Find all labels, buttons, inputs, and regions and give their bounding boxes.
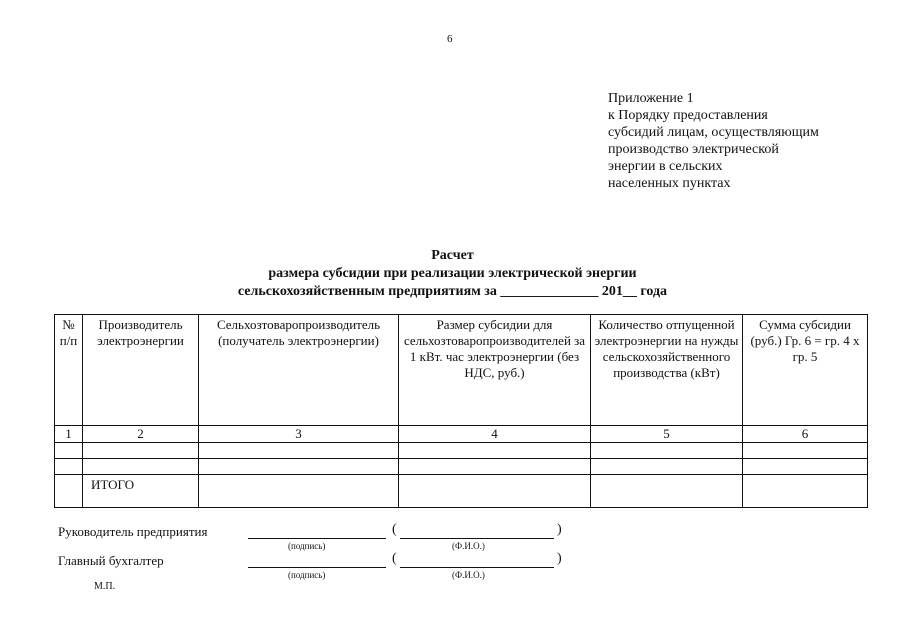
table-cell [743,459,868,475]
total-label: ИТОГО [83,475,199,508]
table-cell [199,475,399,508]
col-header-sum: Сумма субсидии (руб.) Гр. 6 = гр. 4 х гр. 5 [743,315,868,426]
name-line [400,524,554,539]
stamp-placeholder: М.П. [94,581,116,592]
column-number: 6 [743,426,868,443]
table-cell [55,475,83,508]
table-cell [399,443,591,459]
column-number-row [55,426,868,443]
caption-signature: (подпись) [288,541,326,551]
signature-line [248,524,386,539]
document-title [0,247,905,301]
table-row [55,443,868,459]
col-header-quantity: Количество отпущенной электроэнергии на нужды сельскохозяйственного производства (кВт) [591,315,743,426]
column-number: 3 [199,426,399,443]
paren-open: ( [392,551,397,566]
table-cell [199,443,399,459]
caption-name: (Ф.И.О.) [452,570,485,580]
paren-open: ( [392,522,397,537]
table-cell [55,459,83,475]
col-header-producer: Производитель электроэнергии [83,315,199,426]
table-cell [399,475,591,508]
page-number: 6 [447,33,453,45]
column-number: 1 [55,426,83,443]
name-line [400,553,554,568]
caption-name: (Ф.И.О.) [452,541,485,551]
column-number: 2 [83,426,199,443]
table-cell [743,443,868,459]
signature-label-director: Руководитель предприятия [58,524,208,539]
title-line: Расчет [431,248,474,263]
column-number: 5 [591,426,743,443]
signature-line [248,553,386,568]
title-line: размера субсидии при реализации электрической энергии [268,266,637,281]
table-cell [199,459,399,475]
appendix-line: производство электрической [608,142,779,157]
total-row [55,475,868,508]
table-cell [83,459,199,475]
signature-label-accountant: Главный бухгалтер [58,553,164,568]
col-header-recipient: Сельхозтоваропроизводитель (получатель электроэнергии) [199,315,399,426]
appendix-line: населенных пунктах [608,176,731,191]
table-cell [591,443,743,459]
column-number: 4 [399,426,591,443]
table-row [55,459,868,475]
col-header-rate: Размер субсидии для сельхозтоваропроизводителей за 1 кВт. час электроэнергии (без НДС, руб.) [399,315,591,426]
subsidy-table [54,314,868,508]
paren-close: ) [557,522,562,537]
table-cell [55,443,83,459]
appendix-line: Приложение 1 [608,91,694,106]
paren-close: ) [557,551,562,566]
table-cell [591,475,743,508]
appendix-line: к Порядку предоставления [608,108,768,123]
caption-signature: (подпись) [288,570,326,580]
table-header-row [55,315,868,426]
appendix-line: энергии в сельских [608,159,723,174]
appendix-line: субсидий лицам, осуществляющим [608,125,819,140]
title-line: сельскохозяйственным предприятиям за ______________ 201__ года [237,284,668,299]
table-cell [83,443,199,459]
table-cell [399,459,591,475]
appendix-note [608,90,819,192]
col-header-number: № п/п [55,315,83,426]
table-cell [591,459,743,475]
table-cell [743,475,868,508]
